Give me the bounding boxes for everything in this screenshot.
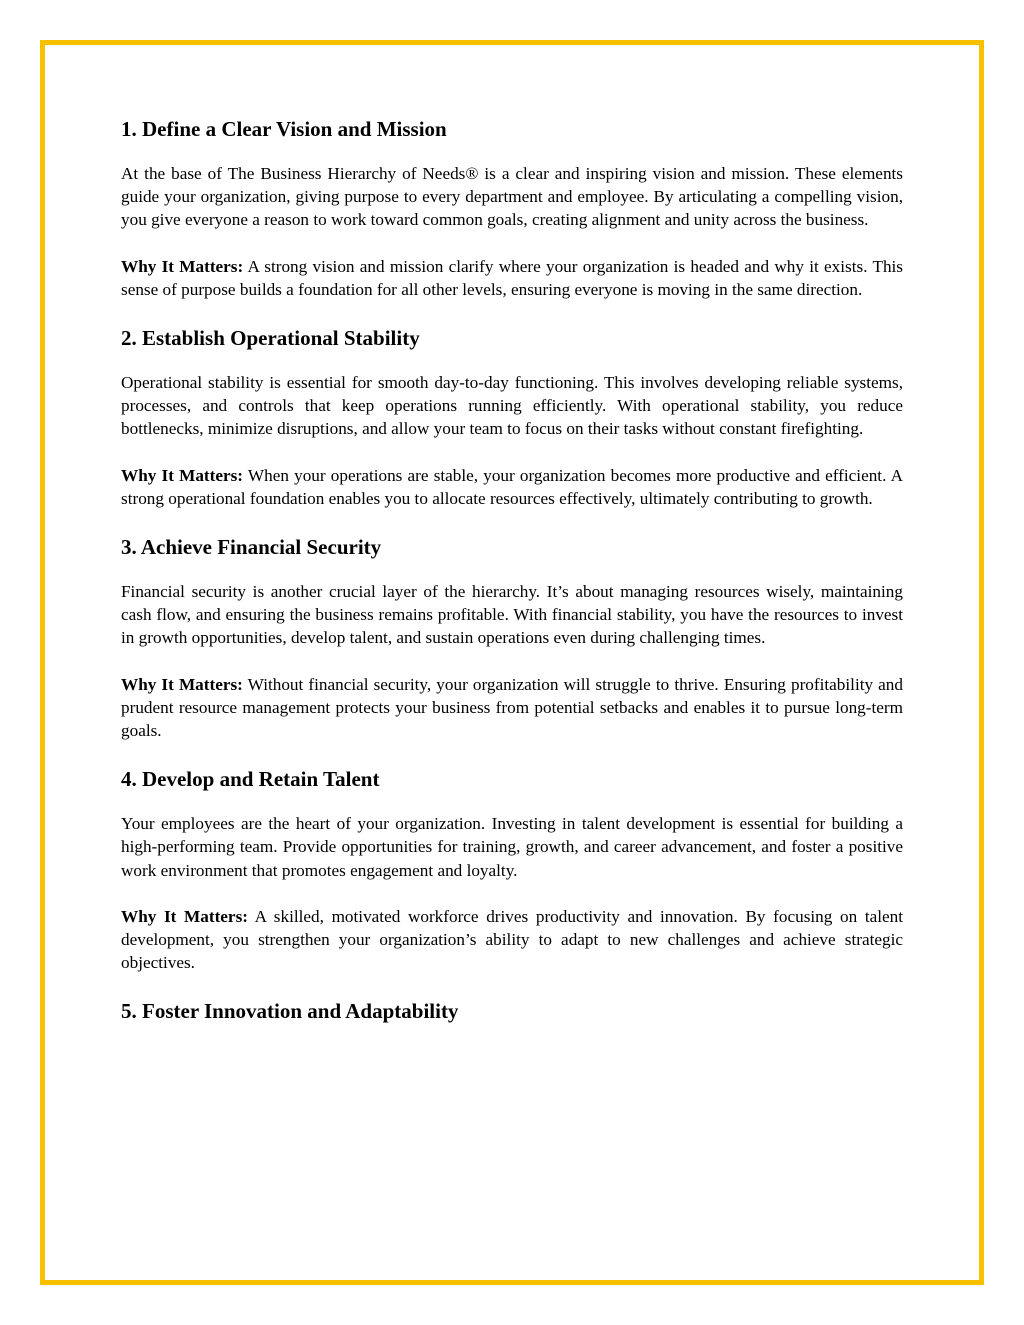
section-heading: 4. Develop and Retain Talent — [121, 767, 380, 792]
section-body: At the base of The Business Hierarchy of Needs® is a clear and inspiring vision and mission. These elements guide your organization, giving purpose to every department and employee. By articulating a compelling vision, you give everyone a reason to work toward common goals, creating alignment and unity across the business. — [121, 164, 903, 230]
section-heading: 2. Establish Operational Stability — [121, 326, 420, 351]
why-it-matters-text: A skilled, motivated workforce drives productivity and innovation. By focusing on talent development, you strengthen your organization’s ability to adapt to new challenges and achieve strategic objectives. — [121, 906, 903, 973]
why-it-matters — [121, 464, 903, 510]
section-operational-stability — [121, 325, 903, 510]
section-heading: 5. Foster Innovation and Adaptability — [121, 999, 459, 1024]
section-heading: 3. Achieve Financial Security — [121, 535, 382, 560]
why-it-matters-label: Why It Matters: — [121, 906, 248, 926]
why-it-matters-text: A strong vision and mission clarify where your organization is headed and why it exists. This sense of purpose builds a foundation for all other levels, ensuring everyone is moving in the same direction. — [121, 256, 903, 299]
section-innovation — [121, 998, 903, 1024]
section-body: Financial security is another crucial layer of the hierarchy. It’s about managing resources wisely, maintaining cash flow, and ensuring the business remains profitable. With financial stability, you have the resources to invest in growth opportunities, develop talent, and sustain operations even during challenging times. — [121, 582, 903, 648]
why-it-matters — [121, 255, 903, 301]
section-heading: 1. Define a Clear Vision and Mission — [121, 117, 447, 141]
section-talent — [121, 766, 903, 974]
why-it-matters-text: When your operations are stable, your organization becomes more productive and efficient. A strong operational foundation enables you to allocate resources effectively, ultimately contributing to growth. — [121, 465, 903, 508]
section-financial-security — [121, 534, 903, 742]
why-it-matters — [121, 905, 903, 975]
why-it-matters-label: Why It Matters: — [121, 256, 244, 276]
document-content — [121, 116, 903, 1044]
section-vision-mission — [121, 116, 903, 301]
why-it-matters — [121, 673, 903, 743]
why-it-matters-label: Why It Matters: — [121, 674, 243, 694]
section-body: Operational stability is essential for smooth day-to-day functioning. This involves developing reliable systems, processes, and controls that keep operations running efficiently. With operational stability, you reduce bottlenecks, minimize disruptions, and allow your team to focus on their tasks without constant firefighting. — [121, 373, 903, 439]
why-it-matters-text: Without financial security, your organization will struggle to thrive. Ensuring profitability and prudent resource management protects your business from potential setbacks and enables it to pursue long-term goals. — [121, 674, 903, 741]
section-body: Your employees are the heart of your organization. Investing in talent development is essential for building a high-performing team. Provide opportunities for training, growth, and career advancement, and foster a positive work environment that promotes engagement and loyalty. — [121, 814, 903, 880]
why-it-matters-label: Why It Matters: — [121, 465, 244, 485]
